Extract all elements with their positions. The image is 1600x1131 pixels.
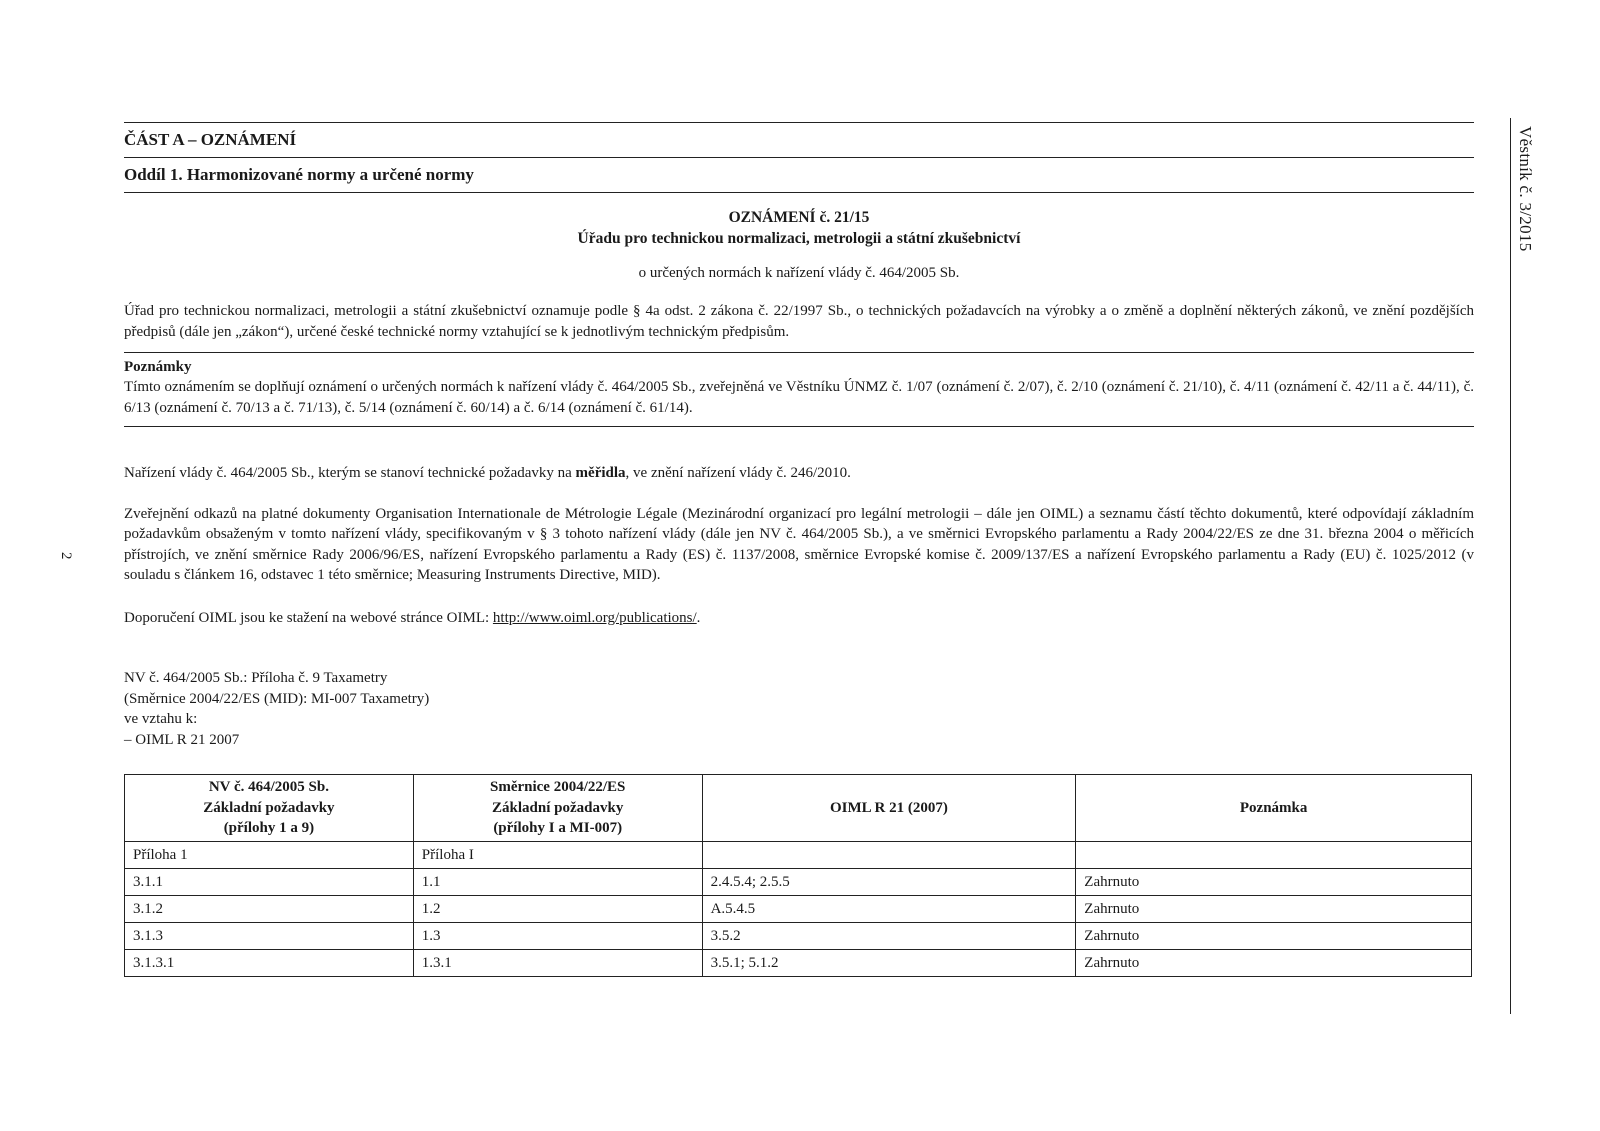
notice-authority: Úřadu pro technickou normalizaci, metrologii a státní zkušebnictví	[577, 230, 1021, 247]
table-row	[125, 842, 1472, 869]
table-cell: 1.2	[413, 896, 702, 923]
regulation-text-end: , ve znění nařízení vlády č. 246/2010.	[625, 465, 851, 481]
notes-heading: Poznámky	[124, 359, 192, 375]
header-line: Směrnice 2004/22/ES	[489, 779, 626, 796]
header-oiml	[702, 775, 1076, 842]
table-cell: Zahrnuto	[1076, 923, 1472, 950]
table-cell	[1076, 842, 1472, 869]
header-line: (přílohy I a MI-007)	[493, 820, 623, 837]
scope-line-3: ve vztahu k:	[124, 711, 198, 727]
notes-bottom-rule	[124, 426, 1474, 427]
table-row	[125, 896, 1472, 923]
header-line: NV č. 464/2005 Sb.	[208, 779, 329, 796]
table-cell: 3.5.1; 5.1.2	[702, 950, 1076, 977]
header-line: (přílohy 1 a 9)	[223, 820, 315, 837]
table-row	[125, 923, 1472, 950]
regulation-text: Nařízení vlády č. 464/2005 Sb., kterým se stanoví technické požadavky na	[124, 465, 576, 481]
table-cell: 3.1.1	[125, 869, 414, 896]
header-line: Poznámka	[1239, 799, 1308, 816]
table-cell: Zahrnuto	[1076, 896, 1472, 923]
bulletin-label: Věstník č. 3/2015	[1516, 126, 1535, 252]
table-cell: 3.1.3.1	[125, 950, 414, 977]
table-cell: 3.1.3	[125, 923, 414, 950]
oiml-text: Doporučení OIML jsou ke stažení na webové stránce OIML:	[124, 609, 493, 626]
section-title: Oddíl 1. Harmonizované normy a určené normy	[124, 165, 474, 184]
scope-block	[124, 668, 1474, 750]
regulation-subject: měřidla	[575, 465, 626, 481]
oiml-text-end: .	[696, 609, 701, 626]
table-cell: 1.3	[413, 923, 702, 950]
header-line: OIML R 21 (2007)	[829, 799, 948, 816]
notice-subject: o určených normách k nařízení vlády č. 464/2005 Sb.	[638, 265, 960, 281]
table-cell: Zahrnuto	[1076, 869, 1472, 896]
page-content	[124, 122, 1474, 977]
table-cell: Příloha I	[413, 842, 702, 869]
side-divider	[1510, 118, 1511, 1014]
part-title: ČÁST A – OZNÁMENÍ	[124, 130, 297, 149]
notice-title: OZNÁMENÍ č. 21/15	[728, 209, 870, 226]
table-cell: 1.3.1	[413, 950, 702, 977]
header-directive	[413, 775, 702, 842]
rule	[124, 192, 1474, 193]
table-cell: Zahrnuto	[1076, 950, 1472, 977]
table-cell: 3.5.2	[702, 923, 1076, 950]
header-line: Základní požadavky	[203, 799, 335, 816]
page-number: 2	[58, 552, 74, 560]
intro-paragraph: Úřad pro technickou normalizaci, metrologii a státní zkušebnictví oznamuje podle § 4a odst. 2 zákona č. 22/1997 Sb., o technických požadavcích na výrobky a o změně a doplnění některých zákonů, ve znění pozdějších předpisů (dále jen „zákon“), určené české technické normy vztahující se k jednotlivým technickým předpisům.	[124, 303, 1474, 340]
scope-line-4: – OIML R 21 2007	[124, 731, 240, 748]
table-cell: 3.1.2	[125, 896, 414, 923]
table-row	[125, 950, 1472, 977]
table-cell: 1.1	[413, 869, 702, 896]
table-cell	[702, 842, 1076, 869]
scope-line-2: (Směrnice 2004/22/ES (MID): MI-007 Taxametry)	[124, 690, 430, 707]
publication-paragraph: Zveřejnění odkazů na platné dokumenty Organisation Internationale de Métrologie Légale (Mezinárodní organizací pro legální metrologii – dále jen OIML) a seznamu částí těchto dokumentů, které odpovídají základním požadavkům obsaženým v tomto nařízení vlády, specifikovaným v § 3 tohoto nařízení vlády (dále jen NV č. 464/2005 Sb.), a ve směrnici Evropského parlamentu a Rady 2004/22/ES ze dne 31. března 2004 o měřicích přístrojích, ve znění směrnice Rady 2006/96/ES, nařízení Evropského parlamentu a Rady (ES) č. 1137/2008, směrnice Evropské komise č. 2009/137/ES a nařízení Evropského parlamentu a Rady (EU) č. 1025/2012 (v souladu s článkem 16, odstavec 1 této směrnice; Measuring Instruments Directive, MID).	[124, 505, 1474, 583]
requirements-table	[124, 774, 1472, 977]
header-line: Základní požadavky	[492, 799, 624, 816]
oiml-link[interactable]: http://www.oiml.org/publications/	[492, 609, 697, 626]
oiml-download-line	[124, 608, 1474, 629]
header-note	[1076, 775, 1472, 842]
notes-rule	[124, 352, 1474, 353]
scope-line-1: NV č. 464/2005 Sb.: Příloha č. 9 Taxametry	[124, 670, 388, 686]
table-row	[125, 869, 1472, 896]
table-cell: 2.4.5.4; 2.5.5	[702, 869, 1076, 896]
regulation-line	[124, 463, 1474, 484]
notes-text: Tímto oznámením se doplňují oznámení o určených normách k nařízení vlády č. 464/2005 Sb., zveřejněná ve Věstníku ÚNMZ č. 1/07 (oznámení č. 2/07), č. 2/10 (oznámení č. 21/10), č. 4/11 (oznámení č. 42/11 a č. 44/11), č. 6/13 (oznámení č. 70/13 a č. 71/13), č. 5/14 (oznámení č. 60/14) a č. 6/14 (oznámení č. 61/14).	[124, 379, 1474, 416]
table-header-row	[125, 775, 1472, 842]
table-cell: Příloha 1	[125, 842, 414, 869]
header-nv	[125, 775, 414, 842]
table-cell: A.5.4.5	[702, 896, 1076, 923]
